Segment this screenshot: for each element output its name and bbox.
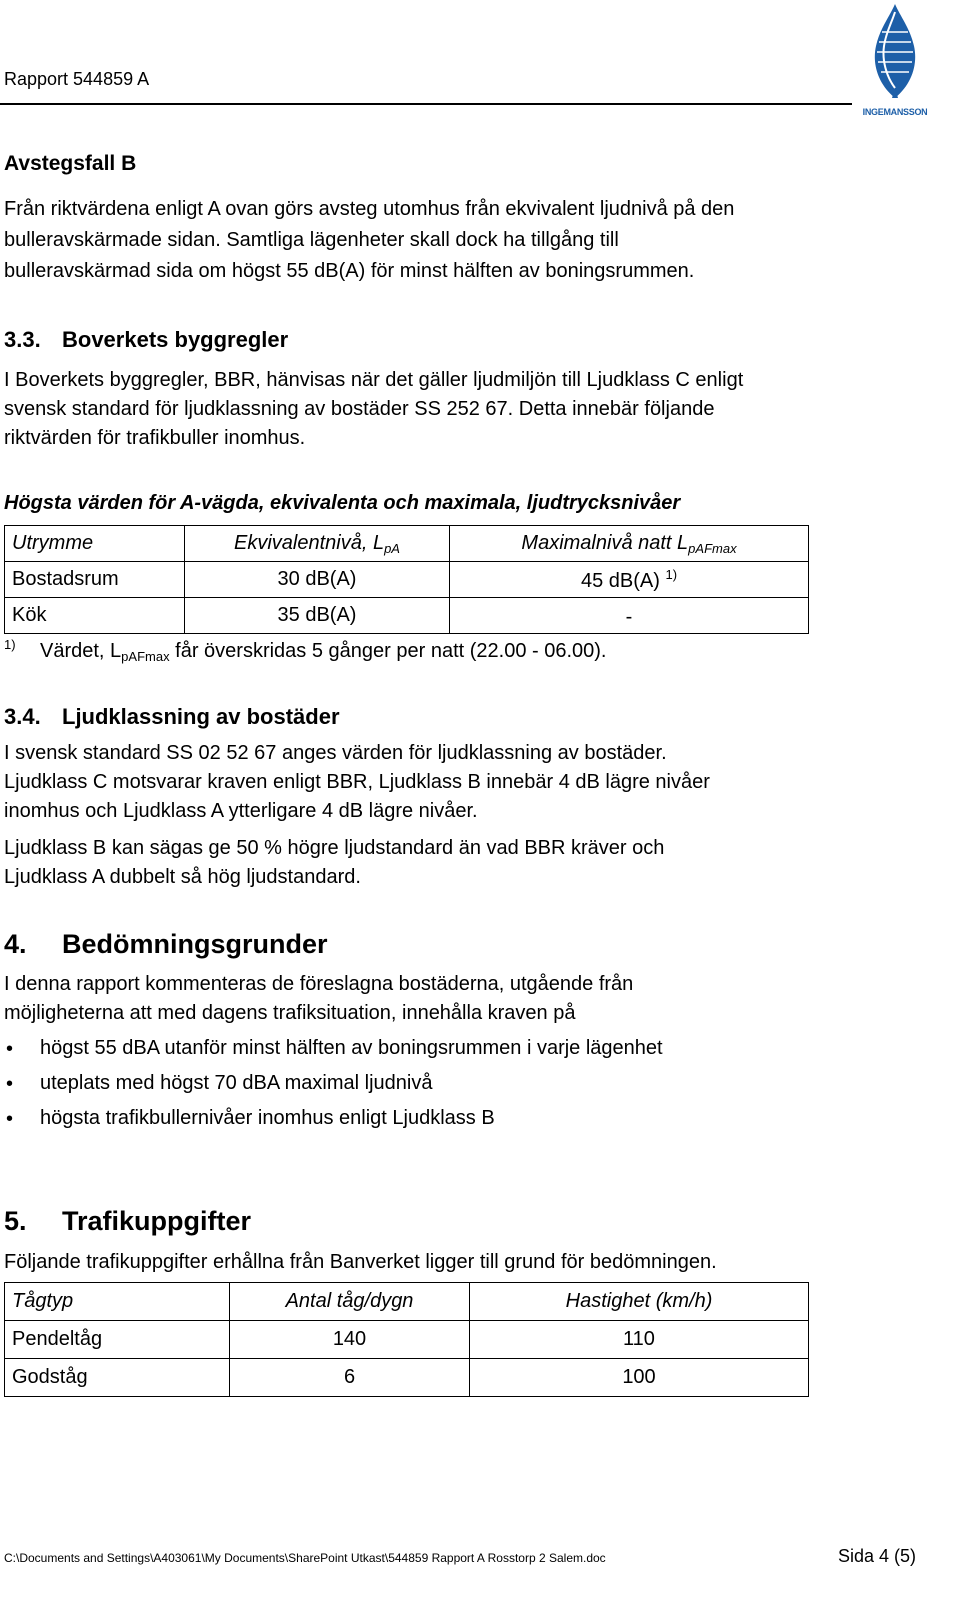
bullet-icon: • (6, 1073, 14, 1095)
section-3-4-heading (4, 704, 340, 730)
section-title: Ljudklassning av bostäder (62, 704, 340, 729)
table-cell: 30 dB(A) (185, 562, 450, 598)
table-cell: Godståg (5, 1359, 230, 1397)
header-cell: Maximalnivå natt $L_{pAFmax}$ (450, 526, 809, 562)
table1-caption: Högsta värden för A-vägda, ekvivalenta och maximala, ljudtrycksnivåer (4, 492, 681, 514)
table-header-row (5, 1283, 809, 1321)
sound-level-table (4, 525, 809, 634)
footer-file-path: C:\Documents and Settings\A403061\My Documents\SharePoint Utkast\544859 Rapport A Rosstorp 2 Salem.doc (4, 1551, 606, 1565)
header-cell: Antal tåg/dygn (230, 1283, 470, 1321)
list-item: högsta trafikbullernivåer inomhus enligt Ljudklass B (40, 1107, 495, 1129)
table-row (5, 562, 809, 598)
list-item: uteplats med högst 70 dBA maximal ljudnivå (40, 1072, 433, 1094)
footer-page-number: Sida 4 (5) (838, 1546, 917, 1566)
table-row (5, 1321, 809, 1359)
section-4-line-2: möjligheterna att med dagens trafiksituation, innehålla kraven på (4, 1002, 576, 1024)
section-3-3-heading (4, 327, 288, 353)
section-5-intro: Följande trafikuppgifter erhållna från Banverket ligger till grund för bedömningen. (4, 1251, 717, 1273)
report-label: Rapport 544859 A (4, 69, 150, 89)
table-cell: Bostadsrum (5, 562, 185, 598)
section-3-3-line-1: I Boverkets byggregler, BBR, hänvisas när det gäller ljudmiljön till Ljudklass C enligt (4, 369, 744, 391)
logo-text: INGEMANSSON (862, 107, 928, 117)
list-item: högst 55 dBA utanför minst hälften av boningsrummen i varje lägenhet (40, 1037, 663, 1059)
section-3-4-p1-line-3: inomhus och Ljudklass A ytterligare 4 dB lägre nivåer. (4, 800, 478, 822)
section-number: 4. (4, 929, 27, 959)
table-cell: 35 dB(A) (185, 598, 450, 634)
section-4-line-1: I denna rapport kommenteras de föreslagna bostäderna, utgående från (4, 973, 634, 995)
avstegsfall-line-1: Från riktvärdena enligt A ovan görs avsteg utomhus från ekvivalent ljudnivå på den (4, 198, 735, 220)
header-rule (0, 103, 852, 105)
section-3-4-p1-line-1: I svensk standard SS 02 52 67 anges värden för ljudklassning av bostäder. (4, 742, 667, 764)
shell-logo-icon (862, 2, 928, 102)
section-number: 3.4. (4, 704, 41, 729)
table-row (5, 1359, 809, 1397)
section-3-4-p2-line-1: Ljudklass B kan sägas ge 50 % högre ljudstandard än vad BBR kräver och (4, 837, 665, 859)
bullet-icon: • (6, 1108, 14, 1130)
header-cell: Utrymme (5, 526, 185, 562)
avstegsfall-line-2: bulleravskärmade sidan. Samtliga lägenheter skall dock ha tillgång till (4, 229, 619, 251)
footnote-marker: 1) (4, 637, 16, 652)
section-5-heading (4, 1206, 251, 1237)
traffic-table (4, 1282, 809, 1397)
table-cell: Kök (5, 598, 185, 634)
table-header-row (5, 526, 809, 562)
avstegsfall-line-3: bulleravskärmad sida om högst 55 dB(A) för minst hälften av boningsrummen. (4, 260, 695, 282)
section-title: Boverkets byggregler (62, 327, 289, 352)
header-cell: Tågtyp (5, 1283, 230, 1321)
avstegsfall-title: Avstegsfall B (4, 152, 137, 175)
section-4-heading (4, 929, 328, 960)
table1-footnote: $^{1)}$ Värdet, $L_{pAFmax}$ får överskridas 5 gånger per natt (22.00 - 06.00). (4, 637, 607, 664)
section-3-4-p1-line-2: Ljudklass C motsvarar kraven enligt BBR, Ljudklass B innebär 4 dB lägre nivåer (4, 771, 710, 793)
table-row (5, 598, 809, 634)
section-title: Bedömningsgrunder (62, 929, 328, 959)
table-cell: 140 (230, 1321, 470, 1359)
section-3-4-p2-line-2: Ljudklass A dubbelt så hög ljudstandard. (4, 866, 361, 888)
section-number: 3.3. (4, 327, 41, 352)
table-cell: 100 (470, 1359, 809, 1397)
ingemansson-logo (862, 2, 928, 118)
table-cell: Pendeltåg (5, 1321, 230, 1359)
section-title: Trafikuppgifter (62, 1206, 252, 1236)
bullet-icon: • (6, 1038, 14, 1060)
section-number: 5. (4, 1206, 27, 1236)
header-cell: Ekvivalentnivå, $L_{pA}$ (185, 526, 450, 562)
section-3-3-line-2: svensk standard för ljudklassning av bostäder SS 252 67. Detta innebär följande (4, 398, 715, 420)
table-cell: 45 dB(A) $^{1)}$ (450, 562, 809, 598)
table-cell: 6 (230, 1359, 470, 1397)
section-3-3-line-3: riktvärden för trafikbuller inomhus. (4, 427, 306, 449)
table-cell: - (450, 598, 809, 634)
table-cell: 110 (470, 1321, 809, 1359)
header-cell: Hastighet (km/h) (470, 1283, 809, 1321)
